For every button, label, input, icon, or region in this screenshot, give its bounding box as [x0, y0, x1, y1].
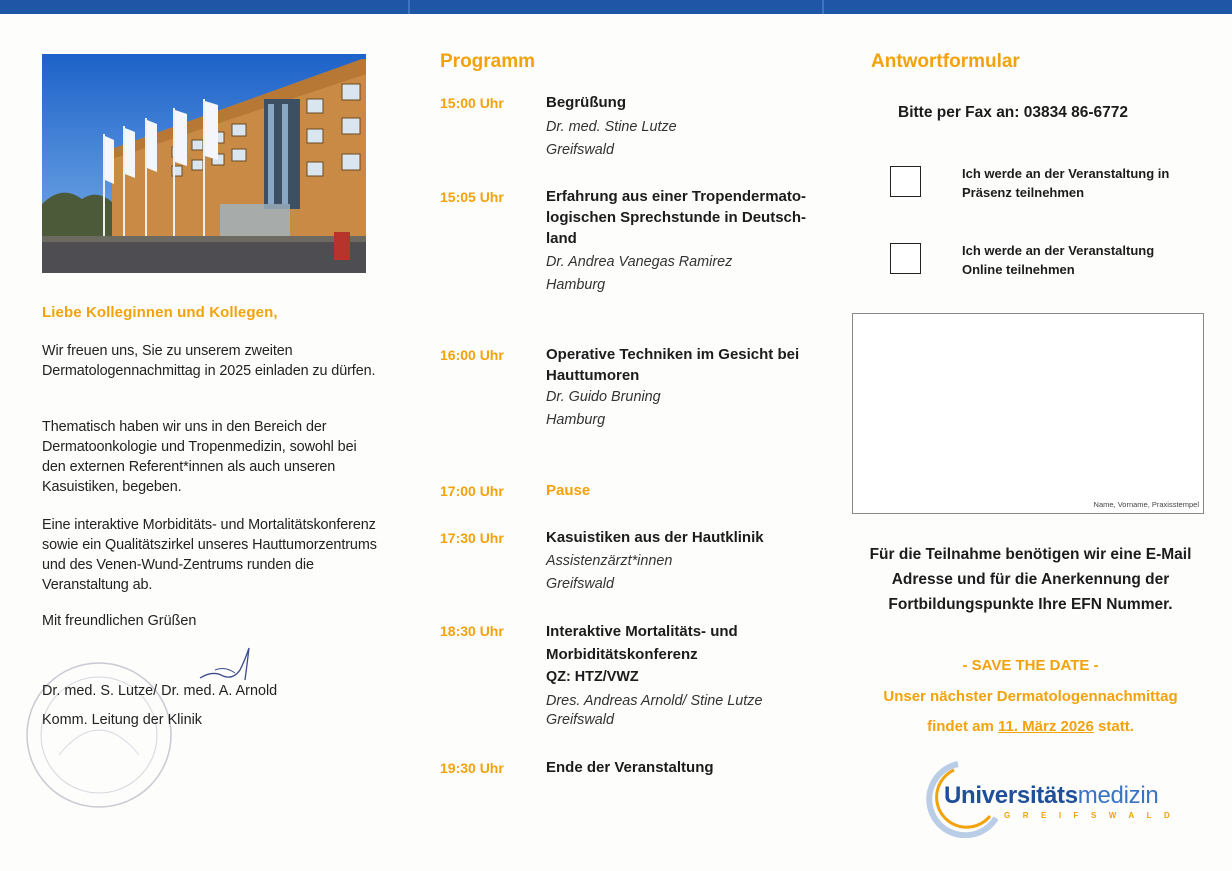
intro-paragraph: Wir freuen uns, Sie zu unserem zweiten Dermatologennachmittag in 2025 einladen zu dürfen.	[42, 343, 376, 379]
date-suffix: statt.	[1093, 718, 1134, 735]
signers-role: Komm. Leitung der Klinik	[42, 712, 202, 728]
program-place: Greifswald	[546, 576, 614, 592]
next-event-date: 11. März 2026	[997, 718, 1094, 735]
topic-paragraph: Thematisch haben wir uns in den Bereich der Dermatoonkologie und Tropenmedizin, sowohl bei den externen Referent*innen als auch unseren Kasuistiken, begeben.	[42, 419, 357, 495]
stamp-field-caption: Name, Vorname, Praxisstempel	[1093, 500, 1199, 509]
fold-mark	[408, 0, 410, 14]
program-place: Greifswald	[546, 712, 614, 728]
program-title: Kasuistiken aus der Hautklinik	[546, 529, 764, 546]
practice-stamp-field[interactable]	[852, 313, 1204, 514]
logo-city: GREIFSWALD	[1004, 811, 1183, 820]
quality-circle-label: QZ: HTZ/VWZ	[546, 669, 639, 685]
signers-names: Dr. med. S. Lutze/ Dr. med. A. Arnold	[42, 683, 278, 699]
program-title: Begrüßung	[546, 94, 626, 111]
program-place: Greifswald	[546, 142, 614, 158]
next-event-text: Unser nächster Dermatologennachmittag	[883, 688, 1178, 705]
attend-in-person-label: Ich werde an der Veranstaltung in Präsenz teilnehmen	[962, 166, 1170, 200]
top-color-bar	[0, 0, 1232, 14]
program-speaker: Dres. Andreas Arnold/ Stine Lutze	[546, 693, 763, 709]
program-time: 17:30 Uhr	[440, 530, 504, 546]
program-speaker: Assistenzärzt*innen	[546, 553, 673, 569]
program-title: Operative Techniken im Gesicht bei Hauttumoren	[546, 346, 800, 384]
clinic-seal-stamp	[14, 645, 174, 815]
closing-text: Mit freundlichen Grüßen	[42, 613, 197, 629]
program-paragraph: Eine interaktive Morbiditäts- und Mortalitätskonferenz sowie ein Qualitätszirkel unseres Hauttumorzentrums und des Venen-Wund-Zentrums runden die Veranstaltung ab.	[42, 517, 377, 593]
program-time: 16:00 Uhr	[440, 347, 504, 363]
date-prefix: findet am	[927, 718, 998, 735]
program-speaker: Dr. Guido Bruning	[546, 389, 661, 405]
save-the-date: - SAVE THE DATE -	[962, 657, 1099, 674]
program-place: Hamburg	[546, 412, 606, 428]
program-title: Erfahrung aus einer Tropendermato-logischen Sprechstunde in Deutsch-land	[546, 188, 807, 247]
program-speaker: Dr. Andrea Vanegas Ramirez	[546, 254, 733, 270]
attend-online-checkbox[interactable]	[890, 243, 921, 274]
efn-note: Für die Teilnahme benötigen wir eine E-Mail Adresse und für die Anerkennung der Fortbildungspunkte Ihre EFN Nummer.	[869, 546, 1192, 613]
handwritten-signature	[195, 640, 265, 685]
program-time: 18:30 Uhr	[440, 623, 504, 639]
building-photo	[42, 54, 366, 273]
program-time: 15:00 Uhr	[440, 95, 504, 111]
program-title: Ende der Veranstaltung	[546, 759, 714, 776]
program-time: 17:00 Uhr	[440, 483, 504, 499]
program-title: Interaktive Mortalitäts- und Morbiditätskonferenz	[546, 623, 738, 663]
fax-instruction: Bitte per Fax an: 03834 86-6772	[898, 104, 1129, 121]
attend-in-person-checkbox[interactable]	[890, 166, 921, 197]
attend-online-label: Ich werde an der Veranstaltung Online teilnehmen	[962, 243, 1155, 277]
program-heading: Programm	[440, 51, 536, 72]
program-place: Hamburg	[546, 277, 606, 293]
university-logo	[918, 758, 1183, 838]
next-event-date-line	[848, 718, 1213, 735]
greeting: Liebe Kolleginnen und Kollegen,	[42, 304, 278, 321]
logo-wordmark: Universitätsmedizin	[944, 782, 1159, 809]
program-title: Pause	[546, 482, 591, 499]
fold-mark	[822, 0, 824, 14]
program-time: 19:30 Uhr	[440, 760, 504, 776]
form-heading: Antwortformular	[871, 51, 1020, 72]
program-time: 15:05 Uhr	[440, 189, 504, 205]
program-speaker: Dr. med. Stine Lutze	[546, 119, 677, 135]
